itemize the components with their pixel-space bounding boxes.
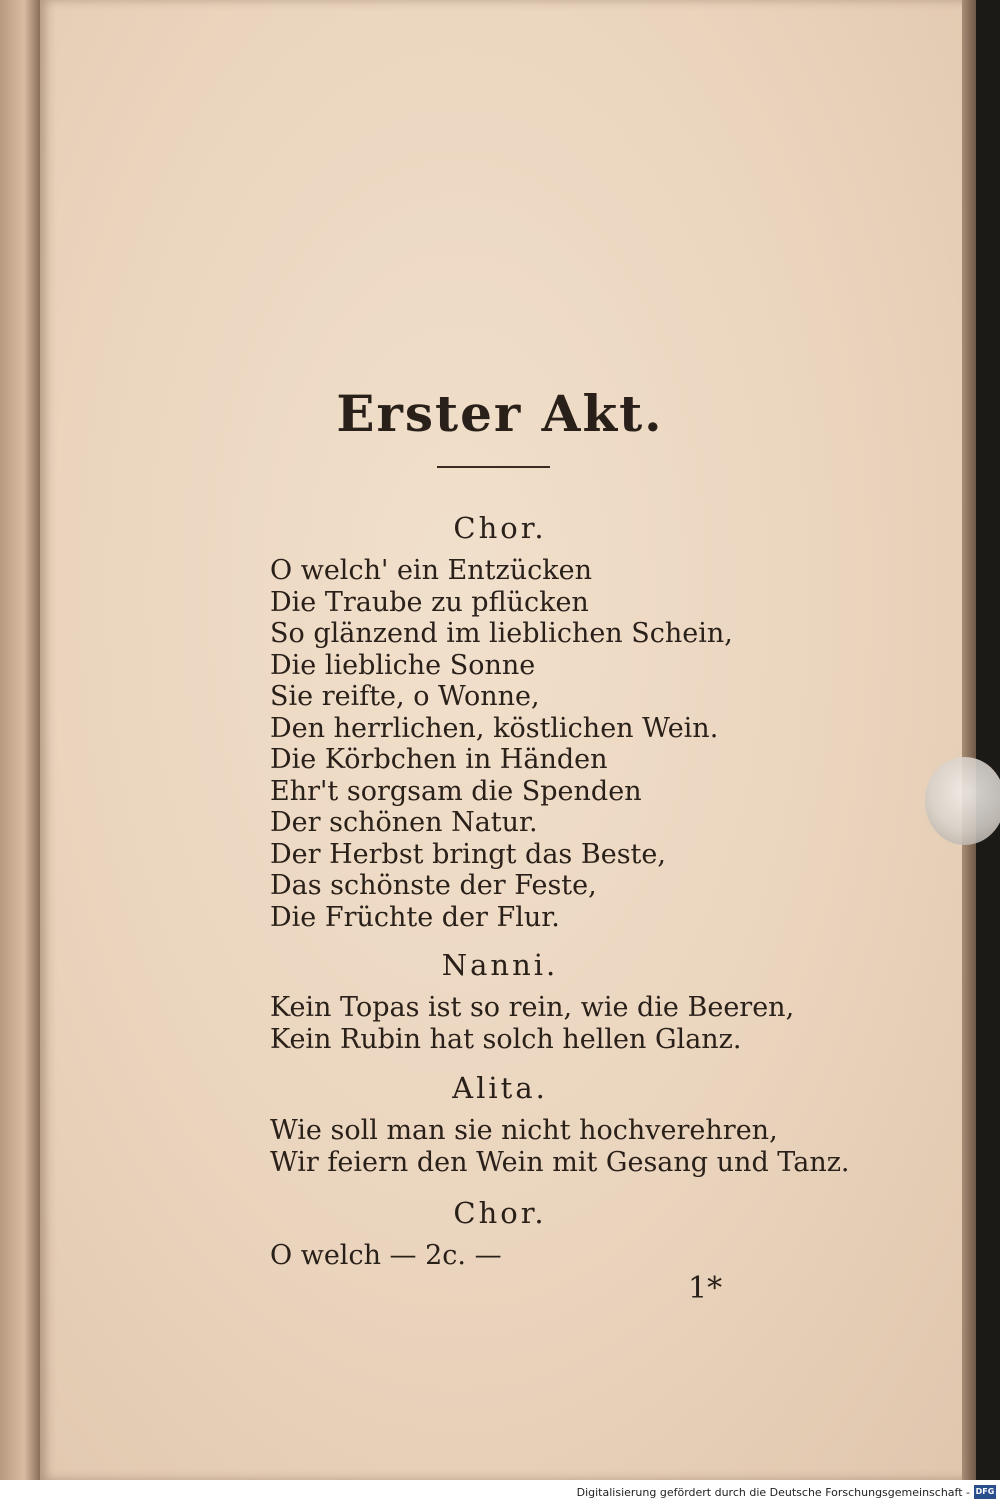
dfg-logo-icon: DFG xyxy=(974,1485,996,1499)
speaker-label: Alita. xyxy=(452,1071,548,1105)
verse-line: Die Traube zu pflücken xyxy=(270,586,589,618)
verse-line: Wir feiern den Wein mit Gesang und Tanz. xyxy=(270,1146,850,1178)
verse-line: Die liebliche Sonne xyxy=(270,649,536,681)
verse-line: Der Herbst bringt das Beste, xyxy=(270,838,666,870)
digitization-credit: Digitalisierung gefördert durch die Deutsche Forschungsgemeinschaft - xyxy=(576,1486,970,1499)
verse-line: Den herrlichen, köstlichen Wein. xyxy=(270,712,719,744)
verse-line: Die Körbchen in Händen xyxy=(270,744,608,775)
verse-line: O welch' ein Entzücken xyxy=(270,555,592,586)
page-number: 1* xyxy=(688,1271,723,1306)
right-page-edge xyxy=(962,0,976,1480)
speaker-label: Chor. xyxy=(453,1196,547,1230)
speaker-label: Chor. xyxy=(453,511,547,545)
verse-line: So glänzend im lieblichen Schein, xyxy=(270,618,733,649)
verse-block xyxy=(270,992,794,1055)
title-divider xyxy=(437,466,550,468)
verse-line: Die Früchte der Flur. xyxy=(270,901,560,933)
verse-block xyxy=(270,555,733,933)
verse-line: Sie reifte, o Wonne, xyxy=(270,681,540,712)
verse-line: Wie soll man sie nicht hochverehren, xyxy=(270,1115,778,1146)
left-page-edge xyxy=(0,0,40,1480)
verse-line: Der schönen Natur. xyxy=(270,807,538,838)
verse-line: Kein Topas ist so rein, wie die Beeren, xyxy=(270,992,795,1023)
speaker-label: Nanni. xyxy=(441,948,559,982)
act-title: Erster Akt. xyxy=(336,384,664,443)
verse-line: Ehr't sorgsam die Spenden xyxy=(270,775,642,807)
verse-block xyxy=(270,1115,850,1178)
verse-line: O welch — 2c. — xyxy=(270,1240,502,1271)
glass-page-weight xyxy=(925,757,1000,845)
verse-block xyxy=(270,1240,502,1272)
verse-line: Kein Rubin hat solch hellen Glanz. xyxy=(270,1023,742,1055)
verse-line: Das schönste der Feste, xyxy=(270,870,597,901)
